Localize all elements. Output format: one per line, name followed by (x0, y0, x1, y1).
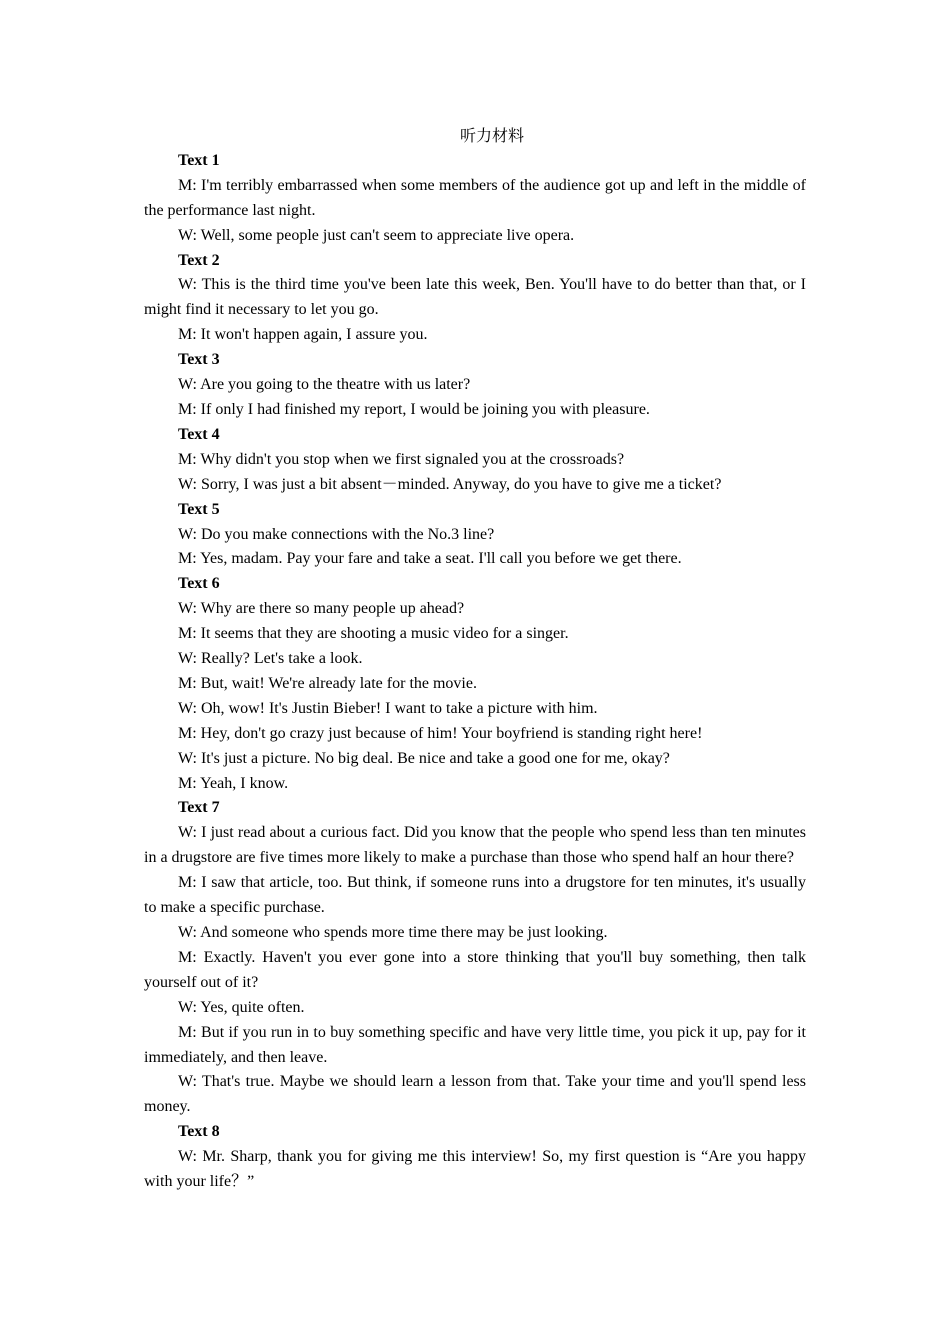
section-heading: Text 7 (178, 799, 220, 817)
dialogue-line: W: And someone who spends more time there may be just looking. (178, 924, 608, 941)
dialogue-line: W: Really? Let's take a look. (178, 650, 363, 668)
dialogue-line: M: But, wait! We're already late for the movie. (178, 674, 477, 692)
dialogue-line: W: Mr. Sharp, thank you for giving me this interview! So, my first question is “Are you happy with your life？” (144, 1148, 806, 1191)
dialogue-line: W: Why are there so many people up ahead? (178, 600, 465, 618)
dialogue-line: W: Oh, wow! It's Justin Bieber! I want to take a picture with him. (178, 699, 598, 717)
dialogue-line: W: That's true. Maybe we should learn a lesson from that. Take your time and you'll spend less money. (144, 1073, 806, 1116)
dialogue-line: M: If only I had finished my report, I would be joining you with pleasure. (178, 400, 650, 418)
dialogue-line: W: Well, some people just can't seem to appreciate live opera. (178, 226, 575, 244)
dialogue-line: M: I'm terribly embarrassed when some members of the audience got up and left in the middle of the performance last night. (144, 176, 806, 219)
section-heading: Text 2 (178, 251, 220, 269)
dialogue-line: M: I saw that article, too. But think, if someone runs into a drugstore for ten minutes, it's usually to make a specific purchase. (144, 874, 806, 917)
section-heading: Text 3 (178, 351, 220, 369)
dialogue-line: W: This is the third time you've been late this week, Ben. You'll have to do better than that, or I might find it necessary to let you go. (144, 276, 806, 319)
dialogue-line: M: Exactly. Haven't you ever gone into a store thinking that you'll buy something, then talk yourself out of it? (144, 948, 806, 991)
document-body (144, 124, 806, 1195)
section-heading: Text 8 (178, 1123, 220, 1141)
dialogue-line: M: It won't happen again, I assure you. (178, 326, 428, 344)
dialogue-line: W: I just read about a curious fact. Did you know that the people who spend less than ten minutes in a drugstore are five times more likely to make a purchase than those who spend half an hour there? (144, 824, 806, 867)
section-heading: Text 1 (178, 151, 220, 169)
section-heading: Text 4 (178, 425, 220, 443)
dialogue-line: W: Sorry, I was just a bit absent－minded. Anyway, do you have to give me a ticket? (178, 475, 722, 493)
dialogue-line: W: Are you going to the theatre with us later? (178, 376, 471, 394)
dialogue-line: M: Yeah, I know. (178, 774, 289, 792)
document-title: 听力材料 (459, 126, 524, 145)
dialogue-line: W: Yes, quite often. (178, 998, 305, 1016)
section-heading: Text 5 (178, 500, 220, 518)
dialogue-line: M: Yes, madam. Pay your fare and take a seat. I'll call you before we get there. (178, 550, 682, 568)
dialogue-line: M: Why didn't you stop when we first signaled you at the crossroads? (178, 450, 625, 468)
section-heading: Text 6 (178, 575, 220, 593)
dialogue-line: M: It seems that they are shooting a music video for a singer. (178, 625, 569, 643)
dialogue-line: M: But if you run in to buy something specific and have very little time, you pick it up, pay for it immediately, and then leave. (144, 1023, 806, 1066)
dialogue-line: W: It's just a picture. No big deal. Be nice and take a good one for me, okay? (178, 749, 670, 767)
dialogue-line: M: Hey, don't go crazy just because of him! Your boyfriend is standing right here! (178, 724, 703, 742)
dialogue-line: W: Do you make connections with the No.3 line? (178, 525, 495, 543)
